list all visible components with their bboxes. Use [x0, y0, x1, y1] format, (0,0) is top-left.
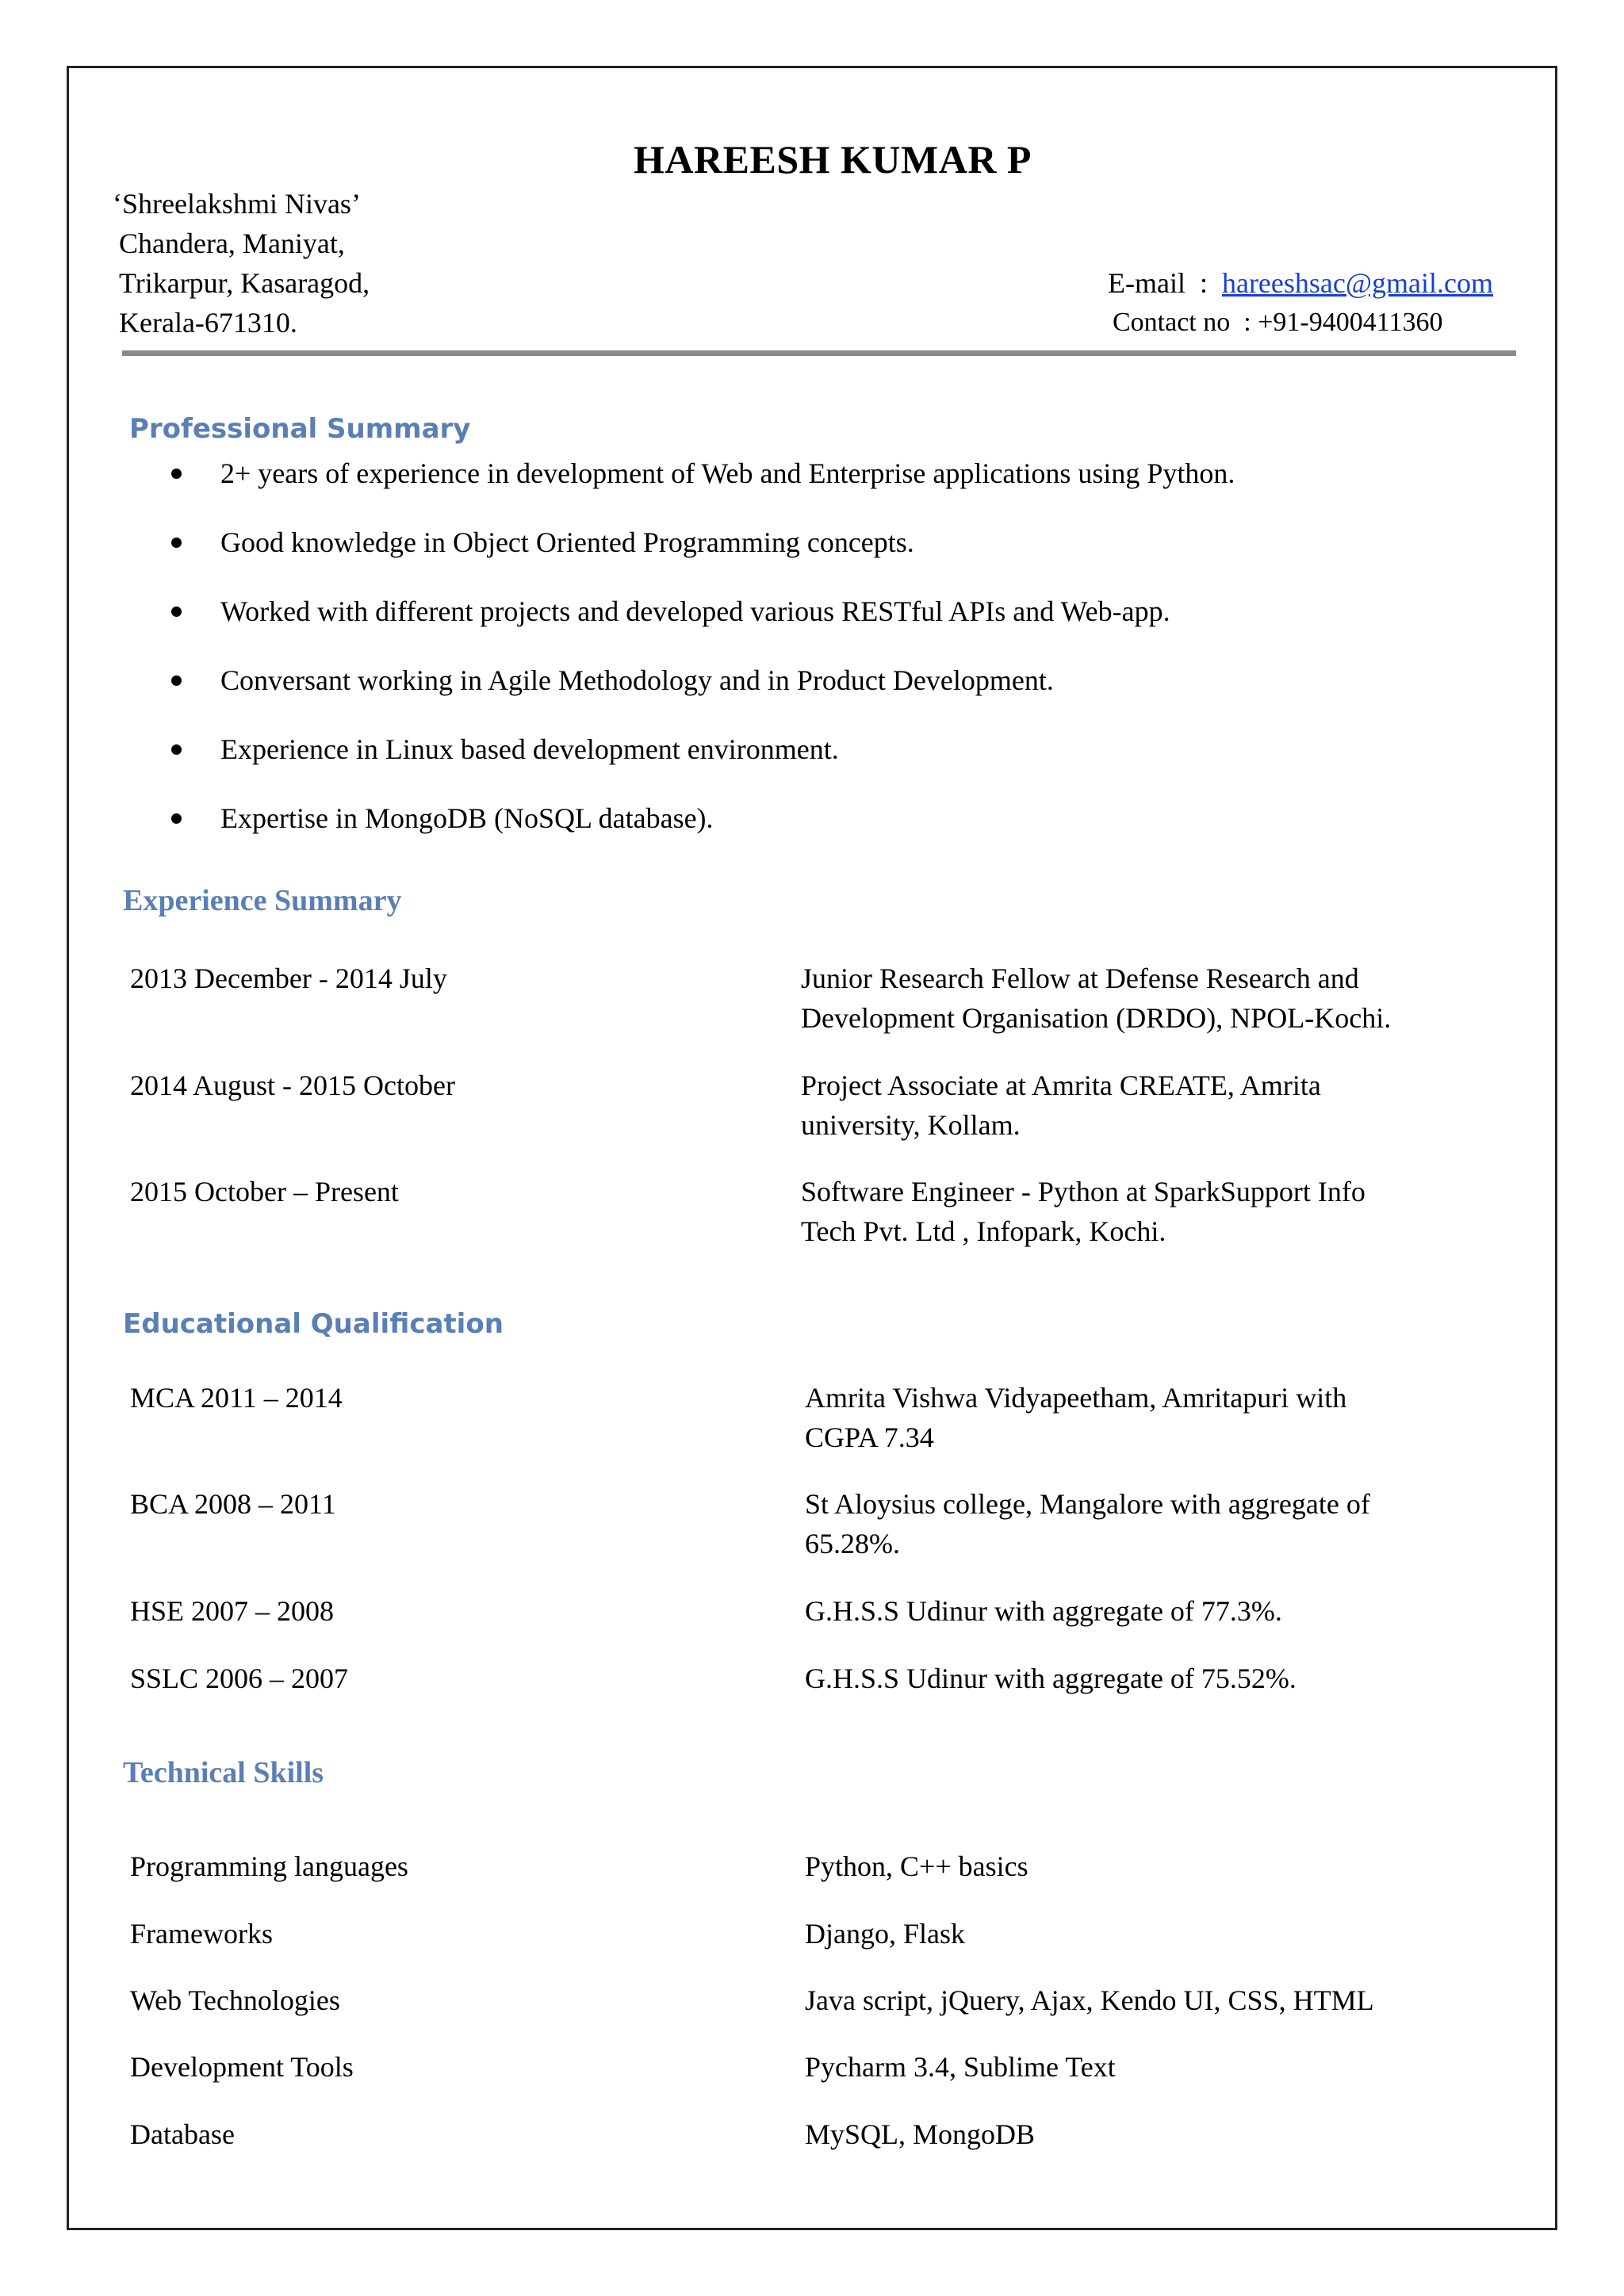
skill-value: Python, C++ basics — [805, 1850, 1028, 1882]
skill-category: Programming languages — [130, 1850, 408, 1882]
address-line-4: Kerala-671310. — [119, 307, 297, 339]
page-border — [67, 66, 1557, 2230]
bullet-icon — [171, 607, 182, 617]
address-line-2: Chandera, Maniyat, — [119, 228, 345, 259]
skill-category: Database — [130, 2118, 235, 2150]
professional-summary-list — [168, 453, 1235, 867]
skill-value: Java script, jQuery, Ajax, Kendo UI, CSS, HTML — [805, 1984, 1374, 2016]
contact-number: +91-9400411360 — [1258, 308, 1443, 337]
education-detail: G.H.S.S Udinur with aggregate of 77.3%. — [805, 1595, 1282, 1627]
professional-summary-title: Professional Summary — [129, 413, 471, 445]
experience-detail: Junior Research Fellow at Defense Research and Development Organisation (DRDO), NPOL-Kochi. — [801, 962, 1392, 1034]
education-course: BCA 2008 – 2011 — [130, 1488, 336, 1520]
list-item: Experience in Linux based development environment. — [168, 729, 1235, 798]
technical-skills-title: Technical Skills — [123, 1756, 324, 1789]
experience-detail: Software Engineer - Python at SparkSupport Info Tech Pvt. Ltd , Infopark, Kochi. — [801, 1176, 1365, 1247]
list-item: Worked with different projects and developed various RESTful APIs and Web-app. — [168, 591, 1235, 660]
experience-period: 2014 August - 2015 October — [130, 1070, 455, 1101]
education-course: MCA 2011 – 2014 — [130, 1382, 343, 1414]
address-line-3: Trikarpur, Kasaragod, — [119, 267, 370, 299]
skill-value: Pycharm 3.4, Sublime Text — [805, 2051, 1116, 2083]
list-item: Good knowledge in Object Oriented Programming concepts. — [168, 522, 1235, 591]
skill-value: MySQL, MongoDB — [805, 2118, 1036, 2150]
contact-label: Contact no : — [1113, 308, 1258, 337]
skill-category: Frameworks — [130, 1918, 273, 1950]
email-label: E-mail : — [1108, 267, 1222, 299]
bullet-icon — [171, 744, 182, 755]
address-line-1: ‘Shreelakshmi Nivas’ — [113, 188, 361, 220]
bullet-icon — [171, 813, 182, 824]
email-link[interactable]: hareeshsac@gmail.com — [1221, 267, 1493, 299]
bullet-icon — [171, 469, 182, 479]
bullet-icon — [171, 675, 182, 686]
education-detail: G.H.S.S Udinur with aggregate of 75.52%. — [805, 1663, 1297, 1694]
education-title: Educational Qualification — [123, 1308, 504, 1340]
email-row — [1108, 266, 1493, 300]
contact-row — [1113, 308, 1442, 338]
header-divider — [122, 350, 1516, 356]
candidate-name: HAREESH KUMAR P — [634, 137, 1032, 182]
list-item: Expertise in MongoDB (NoSQL database). — [168, 798, 1235, 867]
list-item: 2+ years of experience in development of Web and Enterprise applications using Python. — [168, 453, 1235, 522]
list-item: Conversant working in Agile Methodology and in Product Development. — [168, 660, 1235, 729]
education-detail: Amrita Vishwa Vidyapeetham, Amritapuri with CGPA 7.34 — [805, 1382, 1347, 1453]
experience-summary-title: Experience Summary — [123, 884, 402, 917]
experience-period: 2013 December - 2014 July — [130, 962, 447, 994]
experience-period: 2015 October – Present — [130, 1176, 399, 1207]
skill-value: Django, Flask — [805, 1918, 965, 1950]
skill-category: Web Technologies — [130, 1984, 340, 2016]
education-detail: St Aloysius college, Mangalore with aggregate of 65.28%. — [805, 1488, 1370, 1559]
education-course: SSLC 2006 – 2007 — [130, 1663, 349, 1694]
skill-category: Development Tools — [130, 2051, 354, 2083]
education-course: HSE 2007 – 2008 — [130, 1595, 335, 1627]
bullet-icon — [171, 538, 182, 548]
experience-detail: Project Associate at Amrita CREATE, Amrita university, Kollam. — [801, 1070, 1321, 1141]
